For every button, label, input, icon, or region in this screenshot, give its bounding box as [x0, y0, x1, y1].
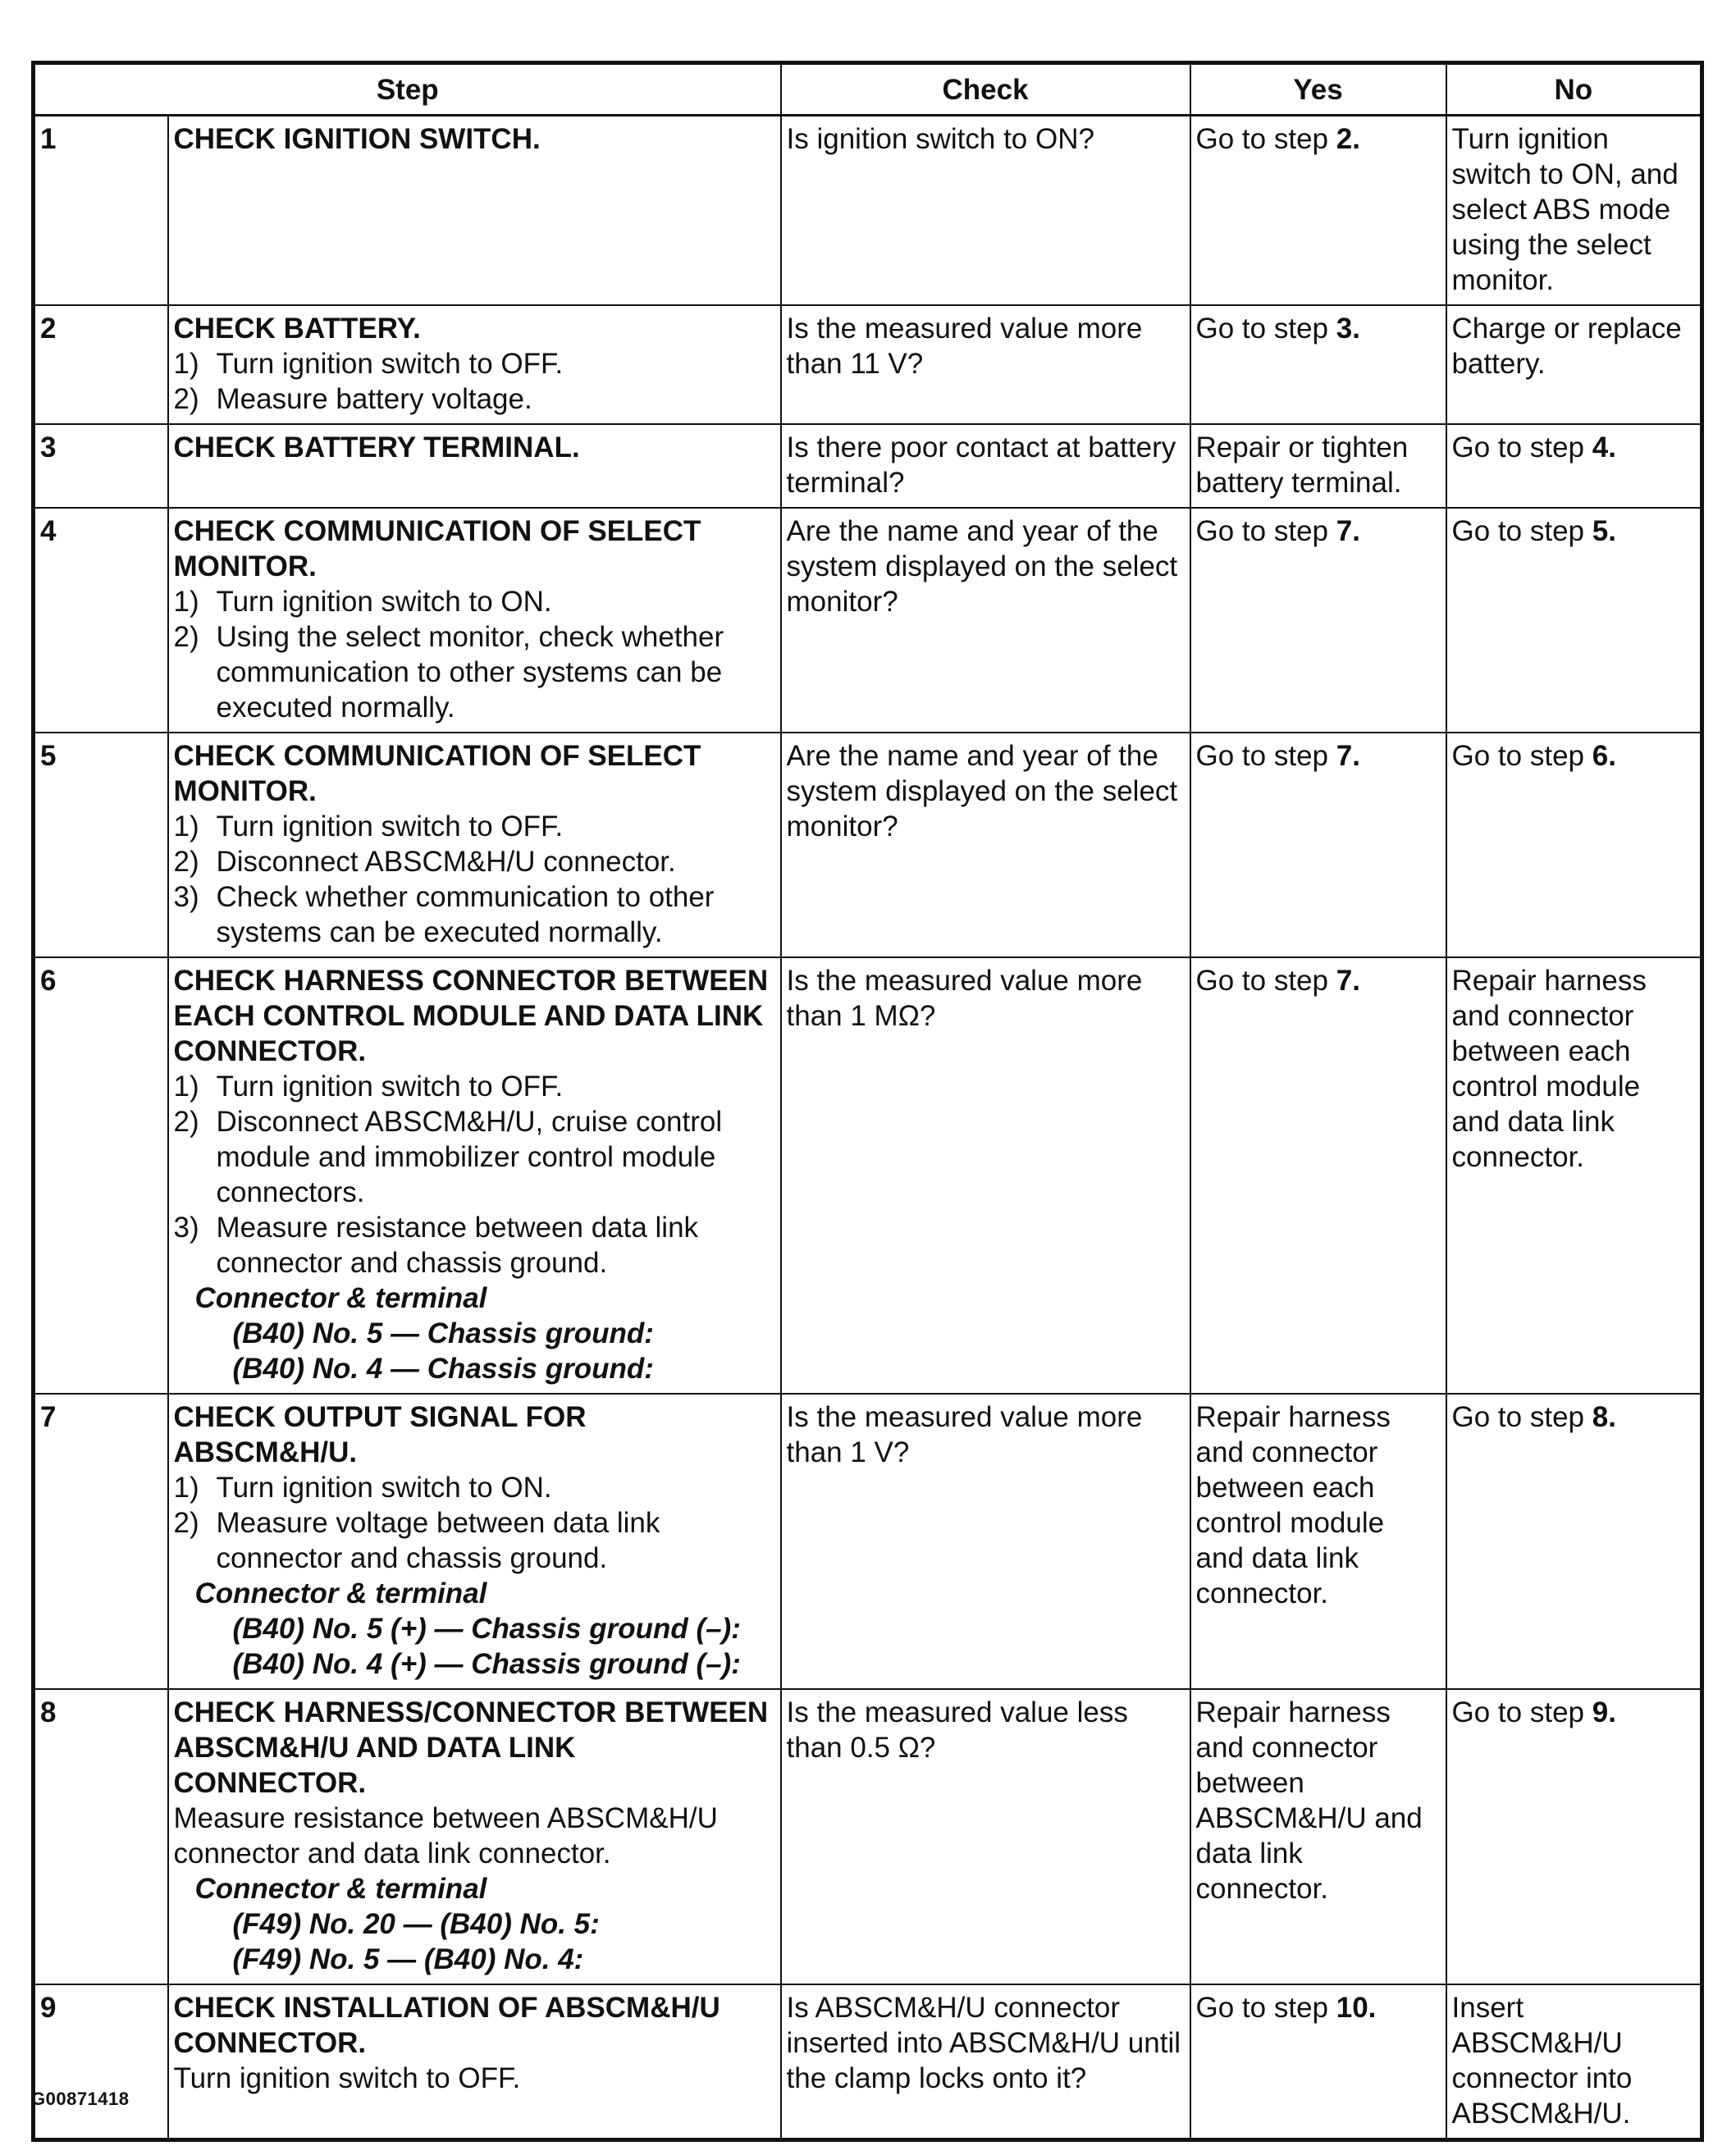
yes-cell: [1190, 116, 1446, 306]
no-cell: [1446, 424, 1702, 508]
yes-text: Go to step: [1195, 1992, 1336, 2024]
connector-terminal-label: Connector & terminal: [194, 1282, 487, 1314]
yes-text: Repair harness and connector between ABSCM&H/U and data link connector.: [1195, 1696, 1423, 1905]
yes-cell: [1190, 508, 1446, 733]
step-title: CHECK BATTERY.: [173, 313, 421, 345]
yes-text: Go to step: [1195, 123, 1336, 155]
substep-text: Using the select monitor, check whether communication to other systems can be executed normally.: [216, 621, 724, 724]
step-number: 4: [34, 508, 168, 733]
substep-index: 1): [173, 810, 199, 842]
yes-text: Repair or tighten battery terminal.: [1195, 431, 1409, 499]
table-row: [34, 508, 1702, 733]
no-cell: [1446, 305, 1702, 424]
header-yes: Yes: [1190, 63, 1446, 116]
substep-text: Turn ignition switch to ON.: [216, 586, 552, 618]
connector-terminal-label: Connector & terminal: [194, 1577, 487, 1609]
step-number: 3: [34, 424, 168, 508]
no-text: Go to step: [1451, 740, 1592, 772]
substep-text: Turn ignition switch to ON.: [216, 1472, 552, 1504]
step-title: CHECK COMMUNICATION OF SELECT MONITOR.: [173, 740, 701, 807]
step-cell: [168, 1689, 781, 1984]
substep-index: 1): [173, 1071, 199, 1103]
yes-step-ref: 2.: [1336, 123, 1360, 155]
header-row: [34, 63, 1702, 116]
substep-text: Check whether communication to other systems can be executed normally.: [216, 881, 715, 948]
step-instruction: Turn ignition switch to OFF.: [173, 2062, 521, 2094]
table-row: [34, 1984, 1702, 2140]
check-cell: Is the measured value more than 1 V?: [781, 1394, 1190, 1689]
substep-index: 3): [173, 1212, 199, 1244]
step-number: 2: [34, 305, 168, 424]
substep-text: Measure voltage between data link connector and chassis ground.: [216, 1507, 660, 1574]
no-cell: [1446, 1689, 1702, 1984]
no-text: Turn ignition switch to ON, and select ABS mode using the select monitor.: [1451, 123, 1679, 296]
no-cell: [1446, 1394, 1702, 1689]
check-cell: Is ignition switch to ON?: [781, 116, 1190, 306]
table-row: [34, 957, 1702, 1394]
connector-terminal-spec: (B40) No. 4 (+) — Chassis ground (–):: [232, 1648, 741, 1680]
yes-step-ref: 10.: [1336, 1992, 1377, 2024]
no-cell: [1446, 1984, 1702, 2140]
step-title: CHECK HARNESS CONNECTOR BETWEEN EACH CONTROL MODULE AND DATA LINK CONNECTOR.: [173, 965, 769, 1067]
substep-index: 2): [173, 1106, 199, 1138]
connector-terminal-spec: (B40) No. 5 — Chassis ground:: [232, 1317, 654, 1349]
substep: [174, 1104, 774, 1210]
check-cell: Is ABSCM&H/U connector inserted into ABSCM&H/U until the clamp locks onto it?: [781, 1984, 1190, 2140]
table-row: [34, 116, 1702, 306]
no-text: Charge or replace battery.: [1451, 313, 1682, 380]
substep: [174, 809, 774, 844]
step-cell: [168, 733, 781, 957]
substep: [174, 1505, 774, 1576]
table-row: [34, 1689, 1702, 1984]
no-step-ref: 4.: [1592, 431, 1616, 463]
table-row: [34, 1394, 1702, 1689]
yes-cell: [1190, 424, 1446, 508]
no-text: Repair harness and connector between each control module and data link connector.: [1451, 965, 1647, 1173]
substep-index: 2): [173, 846, 199, 878]
header-step: Step: [34, 63, 781, 116]
connector-terminal-spec: (B40) No. 5 (+) — Chassis ground (–):: [232, 1613, 741, 1645]
no-cell: [1446, 957, 1702, 1394]
substep-text: Turn ignition switch to OFF.: [216, 810, 564, 842]
substep: [174, 1470, 774, 1505]
step-cell: [168, 1394, 781, 1689]
header-check: Check: [781, 63, 1190, 116]
step-cell: [168, 116, 781, 306]
substep: [174, 584, 774, 619]
yes-cell: [1190, 305, 1446, 424]
step-cell: [168, 1984, 781, 2140]
check-cell: Are the name and year of the system displayed on the select monitor?: [781, 733, 1190, 957]
step-cell: [168, 508, 781, 733]
step-number: 1: [34, 116, 168, 306]
substep-index: 1): [173, 1472, 199, 1504]
no-text: Go to step: [1451, 515, 1592, 547]
connector-terminal-label: Connector & terminal: [194, 1873, 487, 1905]
step-number: 8: [34, 1689, 168, 1984]
no-cell: [1446, 116, 1702, 306]
step-cell: [168, 424, 781, 508]
yes-cell: [1190, 1984, 1446, 2140]
substep-index: 2): [173, 621, 199, 653]
substep-text: Turn ignition switch to OFF.: [216, 1071, 564, 1103]
substep-text: Measure battery voltage.: [216, 383, 532, 415]
yes-step-ref: 7.: [1336, 515, 1360, 547]
table-row: [34, 424, 1702, 508]
step-title: CHECK HARNESS/CONNECTOR BETWEEN ABSCM&H/U AND DATA LINK CONNECTOR.: [173, 1696, 769, 1799]
yes-cell: [1190, 1689, 1446, 1984]
yes-cell: [1190, 1394, 1446, 1689]
check-cell: Is the measured value more than 11 V?: [781, 305, 1190, 424]
step-number: 5: [34, 733, 168, 957]
no-step-ref: 8.: [1592, 1401, 1616, 1433]
no-cell: [1446, 508, 1702, 733]
yes-text: Repair harness and connector between each control module and data link connector.: [1195, 1401, 1391, 1609]
step-cell: [168, 957, 781, 1394]
no-text: Go to step: [1451, 431, 1592, 463]
table-row: [34, 305, 1702, 424]
step-title: CHECK IGNITION SWITCH.: [173, 123, 541, 155]
substep: [174, 1069, 774, 1104]
connector-terminal-spec: (B40) No. 4 — Chassis ground:: [232, 1353, 654, 1385]
check-cell: Is there poor contact at battery terminal?: [781, 424, 1190, 508]
substep-text: Disconnect ABSCM&H/U, cruise control module and immobilizer control module connectors.: [216, 1106, 723, 1208]
substep: [174, 1210, 774, 1281]
no-step-ref: 5.: [1592, 515, 1616, 547]
substep-text: Disconnect ABSCM&H/U connector.: [216, 846, 676, 878]
yes-text: Go to step: [1195, 740, 1336, 772]
step-title: CHECK COMMUNICATION OF SELECT MONITOR.: [173, 515, 701, 582]
yes-cell: [1190, 957, 1446, 1394]
substep-index: 1): [173, 348, 199, 380]
substep-index: 1): [173, 586, 199, 618]
step-number: 7: [34, 1394, 168, 1689]
yes-step-ref: 3.: [1336, 313, 1360, 345]
diagnostic-table: [31, 61, 1704, 2142]
yes-step-ref: 7.: [1336, 740, 1360, 772]
check-cell: Is the measured value less than 0.5 Ω?: [781, 1689, 1190, 1984]
step-number: 9: [34, 1984, 168, 2140]
substep-index: 3): [173, 881, 199, 913]
substep: [174, 844, 774, 879]
step-title: CHECK BATTERY TERMINAL.: [173, 431, 580, 463]
check-cell: Is the measured value more than 1 MΩ?: [781, 957, 1190, 1394]
substep: [174, 619, 774, 725]
no-step-ref: 6.: [1592, 740, 1616, 772]
step-cell: [168, 305, 781, 424]
figure-code: G00871418: [31, 2089, 130, 2109]
no-step-ref: 9.: [1592, 1696, 1616, 1728]
connector-terminal-spec: (F49) No. 20 — (B40) No. 5:: [232, 1908, 600, 1940]
substep-index: 2): [173, 383, 199, 415]
yes-text: Go to step: [1195, 313, 1336, 345]
no-cell: [1446, 733, 1702, 957]
step-title: CHECK OUTPUT SIGNAL FOR ABSCM&H/U.: [173, 1401, 587, 1468]
substep: [174, 879, 774, 950]
no-text: Go to step: [1451, 1401, 1592, 1433]
check-cell: Are the name and year of the system displayed on the select monitor?: [781, 508, 1190, 733]
step-instruction: Measure resistance between ABSCM&H/U connector and data link connector.: [173, 1802, 718, 1870]
no-text: Insert ABSCM&H/U connector into ABSCM&H/U.: [1451, 1992, 1633, 2130]
yes-cell: [1190, 733, 1446, 957]
yes-text: Go to step: [1195, 965, 1336, 997]
substep-text: Measure resistance between data link connector and chassis ground.: [216, 1212, 699, 1279]
substep: [174, 346, 774, 381]
connector-terminal-spec: (F49) No. 5 — (B40) No. 4:: [232, 1943, 584, 1975]
step-title: CHECK INSTALLATION OF ABSCM&H/U CONNECTOR.: [173, 1992, 720, 2059]
table-body: [34, 116, 1702, 2140]
yes-text: Go to step: [1195, 515, 1336, 547]
table-row: [34, 733, 1702, 957]
no-text: Go to step: [1451, 1696, 1592, 1728]
header-no: No: [1446, 63, 1702, 116]
step-number: 6: [34, 957, 168, 1394]
yes-step-ref: 7.: [1336, 965, 1360, 997]
substep: [174, 381, 774, 417]
substep-text: Turn ignition switch to OFF.: [216, 348, 564, 380]
substep-index: 2): [173, 1507, 199, 1539]
